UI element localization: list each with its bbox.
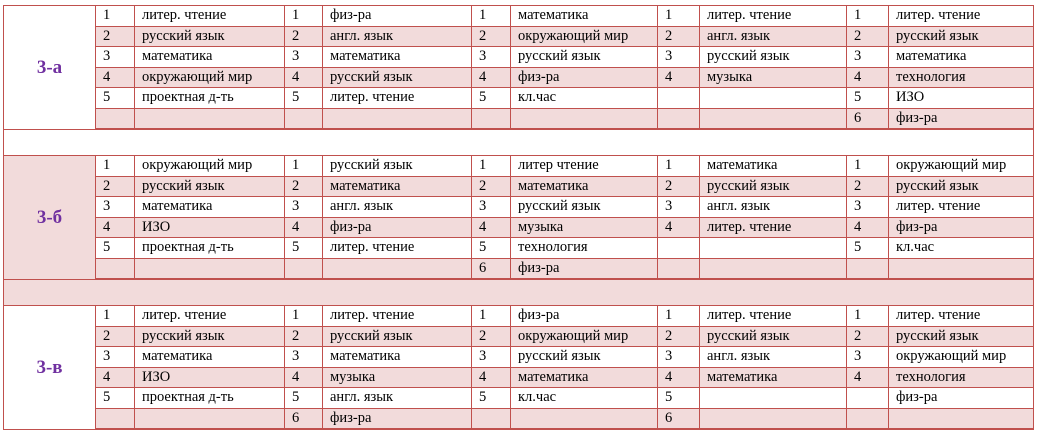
subject-name: физ-ра	[511, 67, 658, 88]
lesson-row	[4, 176, 1034, 197]
subject-name: математика	[511, 6, 658, 27]
subject-name: проектная д-ть	[135, 238, 285, 259]
lesson-number: 5	[472, 388, 511, 409]
subject-name: литер. чтение	[323, 88, 472, 109]
lesson-number: 4	[96, 367, 135, 388]
lesson-number: 4	[847, 367, 889, 388]
lesson-number: 5	[847, 238, 889, 259]
lesson-row	[4, 67, 1034, 88]
subject-name: литер. чтение	[700, 6, 847, 27]
lesson-row	[4, 217, 1034, 238]
lesson-number: 4	[285, 367, 323, 388]
lesson-number	[472, 108, 511, 129]
lesson-row	[4, 238, 1034, 259]
class-separator	[4, 129, 1034, 156]
subject-name: ИЗО	[889, 88, 1034, 109]
subject-name: математика	[889, 47, 1034, 68]
lesson-number: 1	[285, 156, 323, 177]
lesson-number: 2	[658, 326, 700, 347]
subject-name: русский язык	[889, 26, 1034, 47]
subject-name: русский язык	[323, 156, 472, 177]
lesson-number: 4	[472, 367, 511, 388]
subject-name: математика	[700, 156, 847, 177]
subject-name: математика	[135, 47, 285, 68]
lesson-row	[4, 197, 1034, 218]
subject-name: литер. чтение	[323, 238, 472, 259]
subject-name: технология	[889, 67, 1034, 88]
subject-name: русский язык	[135, 326, 285, 347]
subject-name	[323, 258, 472, 279]
subject-name: литер чтение	[511, 156, 658, 177]
lesson-number: 2	[847, 326, 889, 347]
lesson-number: 5	[96, 238, 135, 259]
lesson-number: 1	[96, 156, 135, 177]
lesson-row	[4, 347, 1034, 368]
lesson-number: 3	[96, 197, 135, 218]
subject-name: физ-ра	[323, 6, 472, 27]
lesson-number	[96, 408, 135, 429]
subject-name	[889, 258, 1034, 279]
subject-name	[889, 408, 1034, 429]
lesson-number: 6	[472, 258, 511, 279]
schedule-table	[3, 5, 1034, 430]
class-label: 3-а	[4, 6, 96, 130]
lesson-number: 5	[285, 388, 323, 409]
lesson-number	[847, 408, 889, 429]
lesson-number: 4	[847, 67, 889, 88]
lesson-row	[4, 408, 1034, 429]
subject-name: математика	[323, 347, 472, 368]
lesson-number: 2	[285, 326, 323, 347]
lesson-number: 1	[96, 306, 135, 327]
lesson-number: 2	[472, 176, 511, 197]
subject-name: литер. чтение	[889, 6, 1034, 27]
lesson-number: 1	[658, 156, 700, 177]
lesson-number	[658, 88, 700, 109]
lesson-number: 2	[96, 26, 135, 47]
lesson-number: 2	[658, 26, 700, 47]
subject-name	[700, 238, 847, 259]
lesson-number: 4	[847, 217, 889, 238]
lesson-row	[4, 258, 1034, 279]
subject-name: окружающий мир	[889, 156, 1034, 177]
subject-name	[135, 408, 285, 429]
subject-name: музыка	[511, 217, 658, 238]
lesson-number	[658, 258, 700, 279]
subject-name: окружающий мир	[889, 347, 1034, 368]
subject-name: англ. язык	[700, 26, 847, 47]
lesson-row	[4, 388, 1034, 409]
subject-name: математика	[323, 176, 472, 197]
lesson-number	[658, 108, 700, 129]
subject-name: окружающий мир	[511, 26, 658, 47]
subject-name: ИЗО	[135, 217, 285, 238]
subject-name: литер. чтение	[700, 217, 847, 238]
schedule-body	[4, 6, 1034, 430]
lesson-number: 1	[96, 6, 135, 27]
lesson-number	[96, 258, 135, 279]
lesson-number: 1	[847, 156, 889, 177]
subject-name	[700, 388, 847, 409]
lesson-number: 4	[658, 67, 700, 88]
subject-name: математика	[511, 367, 658, 388]
subject-name: литер. чтение	[889, 197, 1034, 218]
lesson-number: 2	[285, 176, 323, 197]
lesson-number: 4	[472, 217, 511, 238]
subject-name: кл.час	[511, 388, 658, 409]
lesson-number: 5	[472, 88, 511, 109]
class-label: 3-в	[4, 306, 96, 430]
subject-name: физ-ра	[323, 217, 472, 238]
lesson-number: 2	[847, 176, 889, 197]
lesson-row	[4, 156, 1034, 177]
lesson-number: 1	[658, 6, 700, 27]
lesson-number	[847, 258, 889, 279]
subject-name: физ-ра	[889, 108, 1034, 129]
lesson-number: 2	[285, 26, 323, 47]
subject-name: математика	[700, 367, 847, 388]
subject-name: русский язык	[889, 176, 1034, 197]
subject-name: русский язык	[700, 326, 847, 347]
lesson-number: 4	[472, 67, 511, 88]
lesson-number: 1	[847, 6, 889, 27]
subject-name	[700, 88, 847, 109]
lesson-number	[847, 388, 889, 409]
subject-name	[700, 108, 847, 129]
lesson-row	[4, 47, 1034, 68]
lesson-number: 3	[847, 197, 889, 218]
subject-name: физ-ра	[889, 388, 1034, 409]
lesson-number: 1	[472, 156, 511, 177]
lesson-number: 1	[658, 306, 700, 327]
subject-name: русский язык	[700, 176, 847, 197]
lesson-number: 2	[658, 176, 700, 197]
lesson-number: 3	[658, 347, 700, 368]
lesson-number: 6	[658, 408, 700, 429]
subject-name	[700, 258, 847, 279]
lesson-row	[4, 6, 1034, 27]
lesson-number: 3	[285, 47, 323, 68]
subject-name	[700, 408, 847, 429]
subject-name: русский язык	[511, 47, 658, 68]
lesson-number: 3	[658, 197, 700, 218]
lesson-row	[4, 88, 1034, 109]
subject-name: технология	[511, 238, 658, 259]
subject-name: окружающий мир	[511, 326, 658, 347]
subject-name: литер. чтение	[700, 306, 847, 327]
subject-name: окружающий мир	[135, 67, 285, 88]
subject-name: русский язык	[323, 67, 472, 88]
subject-name: физ-ра	[511, 306, 658, 327]
lesson-row	[4, 26, 1034, 47]
lesson-number: 1	[285, 306, 323, 327]
lesson-number: 3	[285, 197, 323, 218]
lesson-number: 2	[472, 26, 511, 47]
subject-name: литер. чтение	[323, 306, 472, 327]
lesson-number: 6	[285, 408, 323, 429]
lesson-number: 5	[96, 88, 135, 109]
subject-name: проектная д-ть	[135, 388, 285, 409]
subject-name	[511, 408, 658, 429]
class-separator-row	[4, 279, 1034, 306]
subject-name: литер. чтение	[135, 306, 285, 327]
subject-name: англ. язык	[323, 26, 472, 47]
subject-name: русский язык	[135, 176, 285, 197]
class-separator-row	[4, 129, 1034, 156]
lesson-number: 5	[285, 238, 323, 259]
lesson-number: 4	[658, 217, 700, 238]
lesson-number	[285, 108, 323, 129]
lesson-number: 3	[285, 347, 323, 368]
lesson-number: 2	[96, 176, 135, 197]
lesson-number: 3	[472, 347, 511, 368]
subject-name: физ-ра	[511, 258, 658, 279]
subject-name: англ. язык	[700, 347, 847, 368]
lesson-number: 3	[472, 197, 511, 218]
lesson-number: 1	[472, 306, 511, 327]
lesson-number: 1	[472, 6, 511, 27]
lesson-row	[4, 306, 1034, 327]
subject-name: литер. чтение	[135, 6, 285, 27]
lesson-number: 2	[96, 326, 135, 347]
subject-name: проектная д-ть	[135, 88, 285, 109]
subject-name	[135, 108, 285, 129]
lesson-number	[285, 258, 323, 279]
subject-name	[135, 258, 285, 279]
lesson-number: 5	[472, 238, 511, 259]
subject-name: кл.час	[889, 238, 1034, 259]
lesson-number: 4	[96, 217, 135, 238]
lesson-number: 5	[96, 388, 135, 409]
lesson-number: 5	[847, 88, 889, 109]
lesson-number: 5	[285, 88, 323, 109]
lesson-row	[4, 108, 1034, 129]
subject-name: физ-ра	[889, 217, 1034, 238]
subject-name: математика	[135, 347, 285, 368]
lesson-number: 2	[472, 326, 511, 347]
subject-name	[511, 108, 658, 129]
lesson-number	[96, 108, 135, 129]
subject-name: математика	[135, 197, 285, 218]
lesson-number: 2	[847, 26, 889, 47]
subject-name: музыка	[323, 367, 472, 388]
subject-name: англ. язык	[700, 197, 847, 218]
subject-name: математика	[323, 47, 472, 68]
lesson-number: 4	[658, 367, 700, 388]
subject-name: русский язык	[700, 47, 847, 68]
lesson-number	[472, 408, 511, 429]
lesson-number: 3	[658, 47, 700, 68]
subject-name: русский язык	[323, 326, 472, 347]
subject-name: физ-ра	[323, 408, 472, 429]
subject-name: математика	[511, 176, 658, 197]
subject-name: технология	[889, 367, 1034, 388]
lesson-row	[4, 367, 1034, 388]
lesson-number: 1	[847, 306, 889, 327]
lesson-number: 5	[658, 388, 700, 409]
class-label: 3-б	[4, 156, 96, 280]
subject-name: англ. язык	[323, 388, 472, 409]
lesson-number: 3	[847, 347, 889, 368]
subject-name: кл.час	[511, 88, 658, 109]
lesson-number: 4	[96, 67, 135, 88]
subject-name	[323, 108, 472, 129]
class-separator	[4, 279, 1034, 306]
lesson-number: 4	[285, 67, 323, 88]
lesson-number: 6	[847, 108, 889, 129]
lesson-number: 1	[285, 6, 323, 27]
subject-name: русский язык	[511, 347, 658, 368]
subject-name: русский язык	[889, 326, 1034, 347]
lesson-number: 3	[847, 47, 889, 68]
subject-name: англ. язык	[323, 197, 472, 218]
subject-name: литер. чтение	[889, 306, 1034, 327]
subject-name: музыка	[700, 67, 847, 88]
lesson-number	[658, 238, 700, 259]
lesson-number: 3	[96, 347, 135, 368]
lesson-number: 3	[472, 47, 511, 68]
subject-name: русский язык	[511, 197, 658, 218]
lesson-row	[4, 326, 1034, 347]
subject-name: русский язык	[135, 26, 285, 47]
lesson-number: 3	[96, 47, 135, 68]
subject-name: окружающий мир	[135, 156, 285, 177]
lesson-number: 4	[285, 217, 323, 238]
subject-name: ИЗО	[135, 367, 285, 388]
